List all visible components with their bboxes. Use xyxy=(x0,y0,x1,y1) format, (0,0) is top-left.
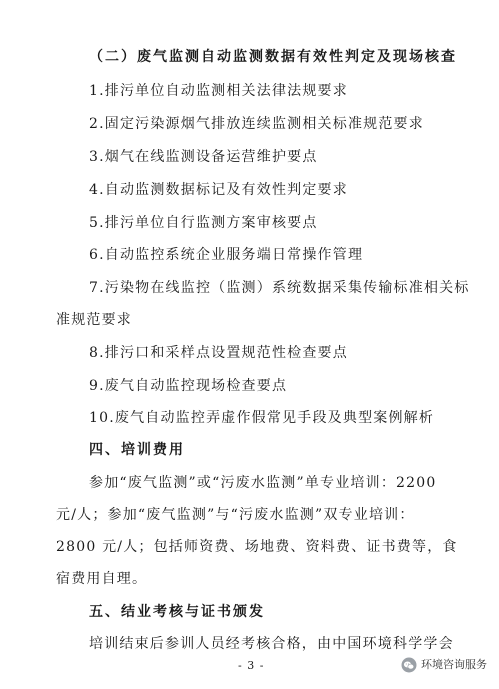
wechat-icon xyxy=(401,657,417,673)
paragraph-line: 2800 元/人；包括师资费、场地费、资料费、证书费等，食 xyxy=(56,539,458,555)
list-item: 5.排污单位自行监测方案审核要点 xyxy=(89,215,318,231)
list-item: 1.排污单位自动监测相关法律法规要求 xyxy=(89,83,348,99)
paragraph-line: 培训结束后参训人员经考核合格，由中国环境科学学会 xyxy=(89,636,454,652)
section-heading-certificate: 五、结业考核与证书颁发 xyxy=(89,604,265,620)
list-item: 7.污染物在线监控（监测）系统数据采集传输标准相关标 xyxy=(89,280,470,296)
paragraph-line: 宿费用自理。 xyxy=(56,571,148,587)
list-item: 6.自动监控系统企业服务端日常操作管理 xyxy=(89,247,364,263)
list-item-continuation: 准规范要求 xyxy=(56,312,132,328)
paragraph-line: 参加“废气监测”或“污废水监测”单专业培训：2200 xyxy=(89,475,437,491)
list-item: 9.废气自动监控现场检查要点 xyxy=(89,378,288,394)
section-heading-fees: 四、培训费用 xyxy=(89,442,185,458)
section-heading-monitoring: （二）废气监测自动监测数据有效性判定及现场核查 xyxy=(89,49,457,65)
list-item: 2.固定污染源烟气排放连续监测相关标准规范要求 xyxy=(89,116,424,132)
list-item: 8.排污口和采样点设置规范性检查要点 xyxy=(89,345,348,361)
watermark-text: 环境咨询服务 xyxy=(421,658,487,671)
watermark xyxy=(401,657,487,673)
list-item: 3.烟气在线监测设备运营维护要点 xyxy=(89,149,318,165)
list-item: 4.自动监测数据标记及有效性判定要求 xyxy=(89,182,348,198)
page-number: - 3 - xyxy=(238,659,265,672)
paragraph-line: 元/人；参加“废气监测”与“污废水监测”双专业培训： xyxy=(56,507,415,523)
list-item: 10.废气自动监控弄虚作假常见手段及典型案例解析 xyxy=(89,410,435,426)
